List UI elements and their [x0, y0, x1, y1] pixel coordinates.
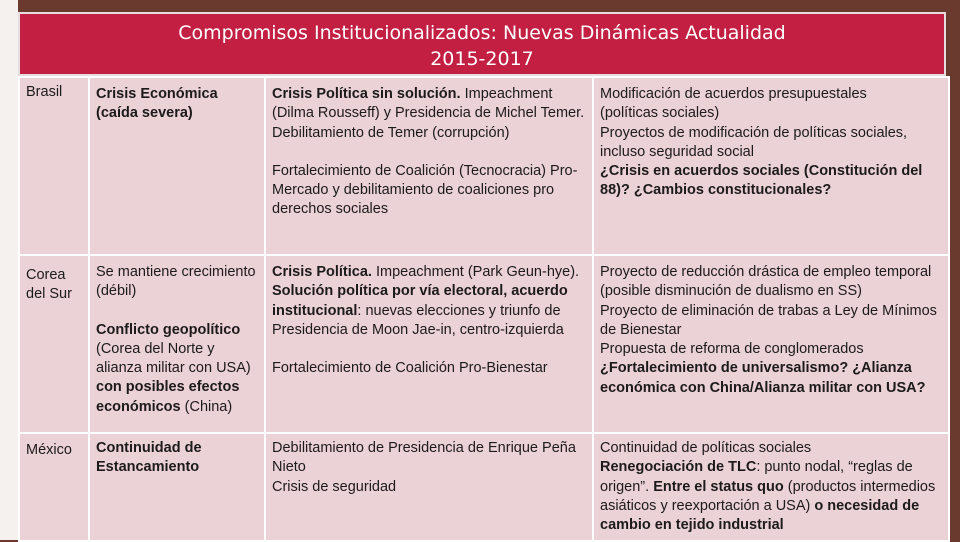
politics-text: Crisis Política. Impeachment (Park Geun-hye). Solución política por vía electoral, acuerdo institucional: nuevas elecciones y triunfo de Presidencia de Moon Jae-in, centro-izquierda [272, 264, 580, 338]
table-row [19, 433, 949, 541]
policy-line: Proyectos de modificación de políticas sociales, incluso seguridad social [600, 124, 908, 160]
country-cell: Brasil [19, 77, 89, 255]
policy-line: Modificación de acuerdos presupuestales [600, 86, 867, 102]
comparison-table [18, 76, 950, 542]
policy-question: ¿Fortalecimiento de universalismo? ¿Alianza económica con China/Alianza militar con USA? [600, 360, 926, 396]
politics-line: Debilitamiento de Presidencia de Enrique Peña Nieto [272, 440, 576, 476]
policy-cell [593, 433, 949, 541]
coalition-text: Fortalecimiento de Coalición Pro-Bienestar [272, 360, 548, 377]
economy-line: Crisis Económica [96, 86, 218, 102]
policy-line: (políticas sociales) [600, 105, 720, 122]
economy-cell [89, 77, 265, 255]
policy-line: Proyecto de reducción drástica de empleo temporal (posible disminución de dualismo en SS) [600, 264, 932, 300]
policy-text: Renegociación de TLC: punto nodal, “reglas de origen”. Entre el status quo (productos intermedios asiáticos y reexportación a USA) o necesidad de cambio en tejido industrial [600, 459, 936, 534]
politics-cell [265, 77, 593, 255]
coalition-text: Fortalecimiento de Coalición (Tecnocracia) Pro-Mercado y debilitamiento de coaliciones pro derechos sociales [272, 162, 578, 218]
geopolitics-text: Conflicto geopolítico (Corea del Norte y alianza militar con USA) con posibles efectos económicos (China) [96, 321, 251, 415]
left-edge-strip [0, 0, 18, 540]
country-cell: Corea del Sur [19, 255, 89, 433]
table-row [19, 255, 949, 433]
country-cell: México [19, 433, 89, 541]
slide-title [18, 12, 946, 76]
policy-cell [593, 77, 949, 255]
politics-cell [265, 433, 593, 541]
economy-line: (caída severa) [96, 105, 193, 122]
economy-cell [89, 433, 265, 541]
politics-text [272, 85, 586, 143]
policy-cell [593, 255, 949, 433]
policy-question: ¿Crisis en acuerdos sociales (Constitución del 88)? ¿Cambios constitucionales? [600, 163, 923, 199]
economy-cell [89, 255, 265, 433]
table-row [19, 77, 949, 255]
title-line-2: 2015-2017 [430, 48, 534, 70]
politics-cell [265, 255, 593, 433]
title-line-1: Compromisos Institucionalizados: Nuevas Dinámicas Actualidad [178, 22, 786, 44]
politics-rest: Impeachment (Dilma Rousseff) y Presidencia de Michel Temer. Debilitamiento de Temer (corrupción) [272, 86, 585, 141]
politics-line: Crisis de seguridad [272, 478, 397, 495]
policy-line: Continuidad de políticas sociales [600, 440, 812, 456]
economy-text: Continuidad de Estancamiento [96, 440, 202, 476]
economy-text: Se mantiene crecimiento (débil) [96, 264, 256, 300]
policy-line: Propuesta de reforma de conglomerados [600, 341, 864, 358]
policy-line: Proyecto de eliminación de trabas a Ley de Mínimos de Bienestar [600, 302, 937, 338]
politics-bold: Crisis Política sin solución. [272, 86, 461, 102]
